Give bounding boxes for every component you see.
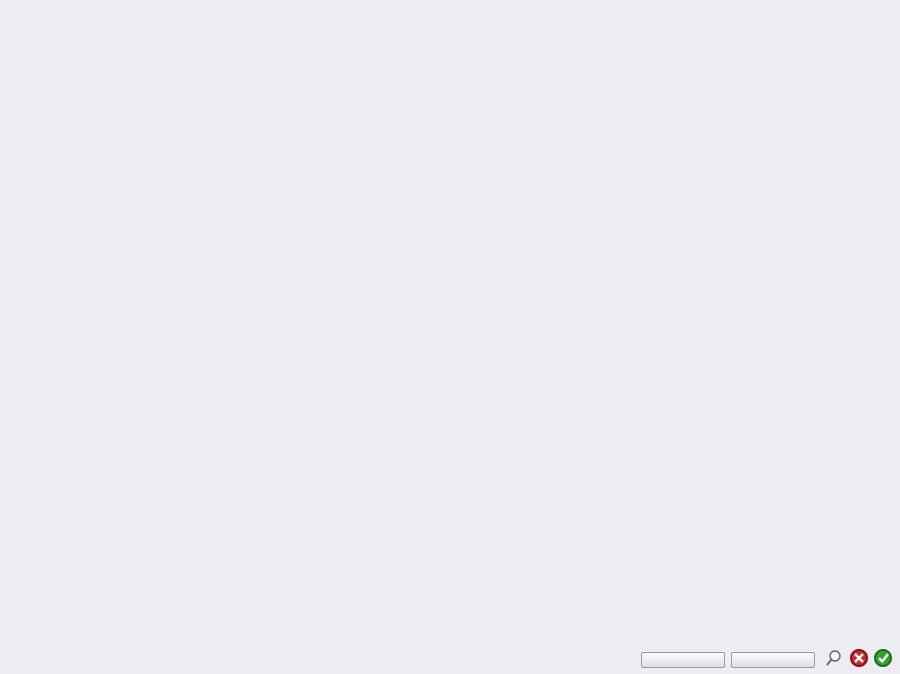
confirm-icon[interactable] — [874, 649, 892, 667]
panodan-urun-sec-button[interactable] — [731, 652, 815, 668]
cancel-icon[interactable] — [850, 649, 868, 667]
search-icon[interactable] — [825, 649, 843, 667]
urun-eklenme-listesi-button[interactable] — [641, 652, 725, 668]
